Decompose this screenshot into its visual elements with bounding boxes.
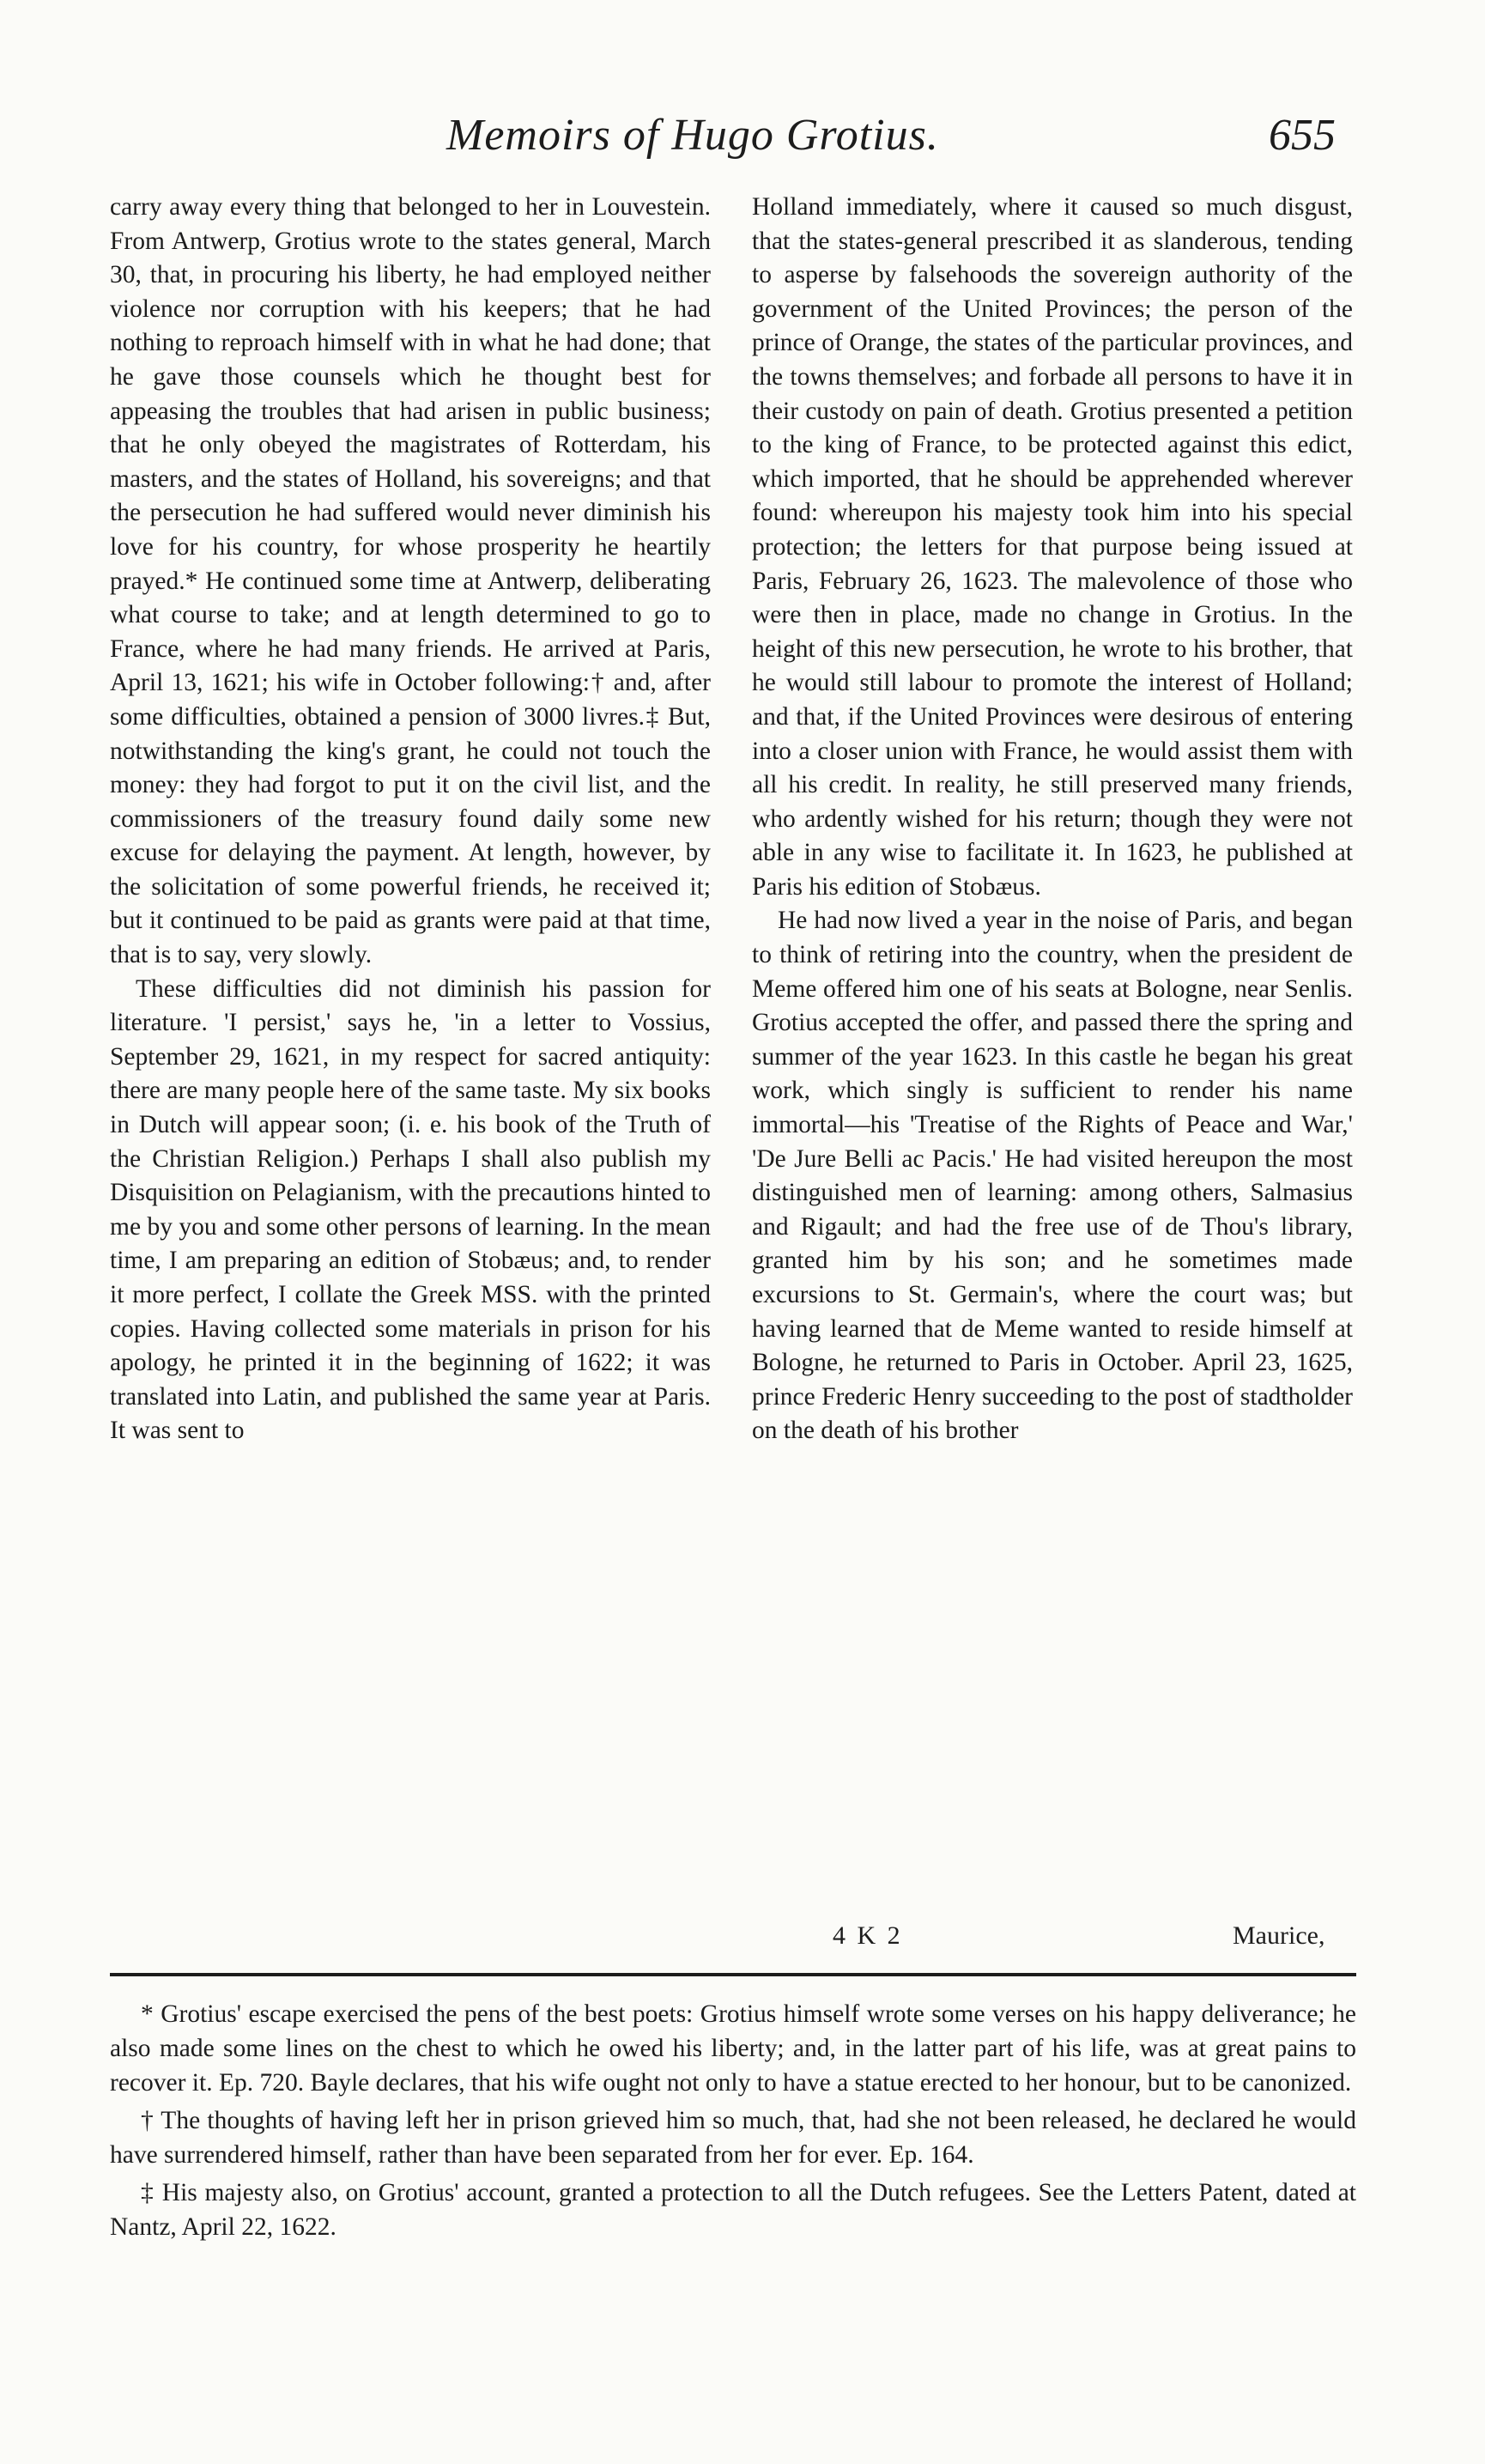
catchword: Maurice, [1233,1921,1325,1950]
footnote: † The thoughts of having left her in prison grieved him so much, that, had she not been released, he declared he would have surrendered himself, rather than have been separated from her for ever. Ep. 164. [110,2107,1356,2169]
running-title: Memoirs of Hugo Grotius. [446,111,939,160]
left-column [110,191,711,1448]
footnote-rule [110,1973,1356,1976]
paragraph: These difficulties did not diminish his passion for literature. 'I persist,' says he, 'in a letter to Vossius, September 29, 1621, in my respect for sacred antiquity: there are many people here of the same taste. My six books in Dutch will appear soon; (i. e. his book of the Truth of the Christian Religion.) Perhaps I shall also publish my Disquisition on Pelagianism, with the precautions hinted to me by you and some other persons of learning. In the mean time, I am preparing an edition of Stobæus; and, to render it more perfect, I collate the Greek MSS. with the printed copies. Having collected some materials in prison for his apology, he printed it in the beginning of 1622; it was translated into Latin, and published the same year at Paris. It was sent to [110,974,711,1445]
page-number: 655 [1269,111,1336,160]
footnote: ‡ His majesty also, on Grotius' account, granted a protection to all the Dutch refugees. See the Letters Patent, dated at Nantz, April 22, 1622. [110,2179,1356,2241]
paragraph: He had now lived a year in the noise of Paris, and began to think of retiring into the country, when the president de Meme offered him one of his seats at Bologne, near Senlis. Grotius accepted the offer, and passed there the spring and summer of the year 1623. In this castle he began his great work, which singly is sufficient to render his name immortal—his 'Treatise of the Rights of Peace and War,' 'De Jure Belli ac Pacis.' He had visited hereupon the most distinguished men of learning: among others, Salmasius and Rigault; and had the free use of de Thou's library, granted him by his son; and he sometimes made excursions to St. Germain's, where the court was; but having learned that de Meme wanted to reside himself at Bologne, he returned to Paris in October. April 23, 1625, prince Frederic Henry succeeding to the post of stadtholder on the death of his brother [752,907,1353,1445]
footnote: * Grotius' escape exercised the pens of the best poets: Grotius himself wrote some verses on his happy deliverance; he also made some lines on the chest to which he owed his liberty; and, in the latter part of his life, was at great pains to recover it. Ep. 720. Bayle declares, that his wife ought not only to have a statue erected to her honour, but to be canonized. [110,2000,1356,2097]
footnotes [110,1997,1356,2248]
signature-mark: 4 K 2 [833,1921,903,1950]
paragraph: carry away every thing that belonged to her in Louvestein. From Antwerp, Grotius wrote to the states general, March 30, that, in procuring his liberty, he had employed neither violence nor corruption with his keepers; that he had nothing to reproach himself with in what he had done; that he gave those counsels which he thought best for appeasing the troubles that had arisen in public business; that he only obeyed the magistrates of Rotterdam, his masters, and the states of Holland, his sovereigns; and that the persecution he had suffered would never diminish his love for his country, for whose prosperity he heartily prayed.* He continued some time at Antwerp, deliberating what course to take; and at length determined to go to France, where he had many friends. He arrived at Paris, April 13, 1621; his wife in October following:† and, after some difficulties, obtained a pension of 3000 livres.‡ But, notwithstanding the king's grant, he could not touch the money: they had forgot to put it on the civil list, and the commissioners of the treasury found daily some new excuse for delaying the payment. At length, however, by the solicitation of some powerful friends, he received it; but it continued to be paid as grants were paid at that time, that is to say, very slowly. [110,193,711,969]
right-column [752,191,1353,1448]
paragraph: Holland immediately, where it caused so much disgust, that the states-general prescribed it as slanderous, tending to asperse by falsehoods the sovereign authority of the government of the United Provinces; the person of the prince of Orange, the states of the particular provinces, and the towns themselves; and forbade all persons to have it in their custody on pain of death. Grotius presented a petition to the king of France, to be protected against this edict, which imported, that he should be apprehended wherever found: whereupon his majesty took him into his special protection; the letters for that purpose being issued at Paris, February 26, 1623. The malevolence of those who were then in place, made no change in Grotius. In the height of this new persecution, he wrote to his brother, that he would still labour to promote the interest of Holland; and that, if the United Provinces were desirous of entering into a closer union with France, he would assist them with all his credit. In reality, he still preserved many friends, who ardently wished for his return; though they were not able in any wise to facilitate it. In 1623, he published at Paris his edition of Stobæus. [752,193,1353,901]
